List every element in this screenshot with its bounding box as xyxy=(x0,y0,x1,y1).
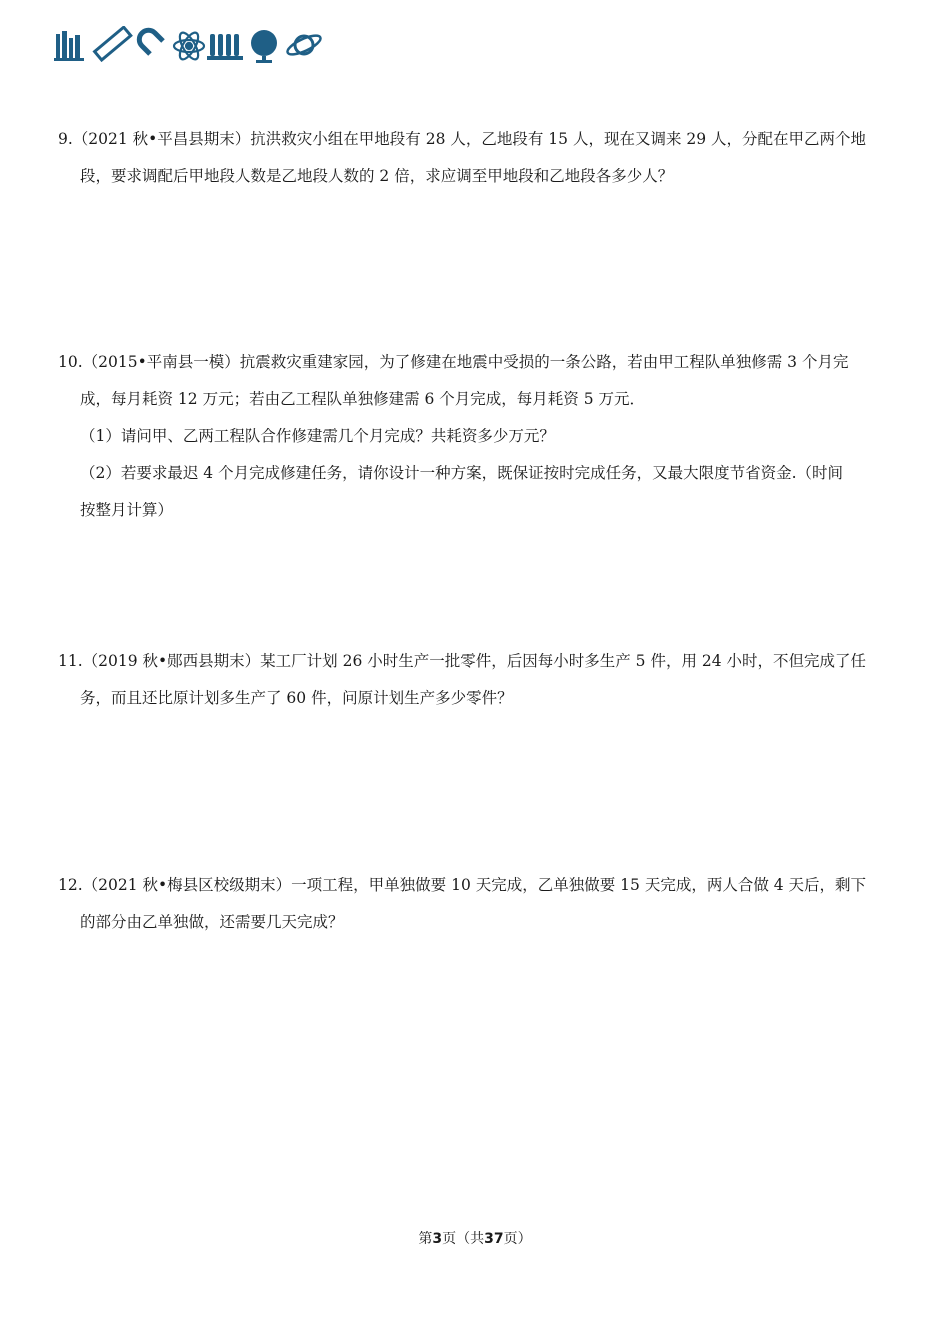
test-tubes-icon xyxy=(207,34,243,60)
header-science-icons xyxy=(54,26,326,66)
footer-total-pages: 37 xyxy=(484,1231,504,1247)
problem-text-line: 按整月计算） xyxy=(80,501,174,519)
footer-page-number: 3 xyxy=(432,1231,443,1247)
atom-icon xyxy=(174,30,204,62)
problem-text-line: 11.（2019 秋•郧西县期末）某工厂计划 26 小时生产一批零件，后因每小时多生产 5 件，用 24 小时，不但完成了任 xyxy=(58,652,867,670)
problem-text-line: 的部分由乙单独做，还需要几天完成？ xyxy=(80,913,344,931)
footer-suffix: 页） xyxy=(503,1231,532,1247)
problem-text-line: 成，每月耗资 12 万元；若由乙工程队单独修建需 6 个月完成，每月耗资 5 万元． xyxy=(80,390,646,408)
footer-prefix: 第 xyxy=(418,1231,433,1247)
problem-text-line: 段，要求调配后甲地段人数是乙地段人数的 2 倍，求应调至甲地段和乙地段各多少人？ xyxy=(80,167,674,185)
problem-11 xyxy=(58,643,894,717)
planet-icon xyxy=(285,32,323,58)
problem-12 xyxy=(58,867,894,941)
problem-text-line: 10.（2015•平南县一模）抗震救灾重建家园，为了修建在地震中受损的一条公路，若由甲工程队单独修需 3 个月完 xyxy=(58,353,849,371)
magnet-icon xyxy=(139,30,163,54)
sub-question-2: （2）若要求最迟 4 个月完成修建任务，请你设计一种方案，既保证按时完成任务，又最大限度节省资金.（时间 xyxy=(80,464,844,482)
page-footer xyxy=(0,1228,950,1248)
problem-10 xyxy=(58,344,894,529)
globe-icon xyxy=(251,30,277,63)
footer-mid: 页（共 xyxy=(442,1231,485,1247)
sub-question-1: （1）请问甲、乙两工程队合作修建需几个月完成？共耗资多少万元？ xyxy=(80,427,555,445)
problem-text-line: 12.（2021 秋•梅县区校级期末）一项工程，甲单独做要 10 天完成，乙单独做要 15 天完成，两人合做 4 天后，剩下 xyxy=(58,876,867,894)
ruler-icon xyxy=(95,27,131,60)
problem-text-line: 9.（2021 秋•平昌县期末）抗洪救灾小组在甲地段有 28 人，乙地段有 15 人，现在又调来 29 人，分配在甲乙两个地 xyxy=(58,130,867,148)
problem-text-line: 务，而且还比原计划多生产了 60 件，问原计划生产多少零件？ xyxy=(80,689,513,707)
books-icon xyxy=(54,31,84,61)
problem-9 xyxy=(58,121,894,195)
